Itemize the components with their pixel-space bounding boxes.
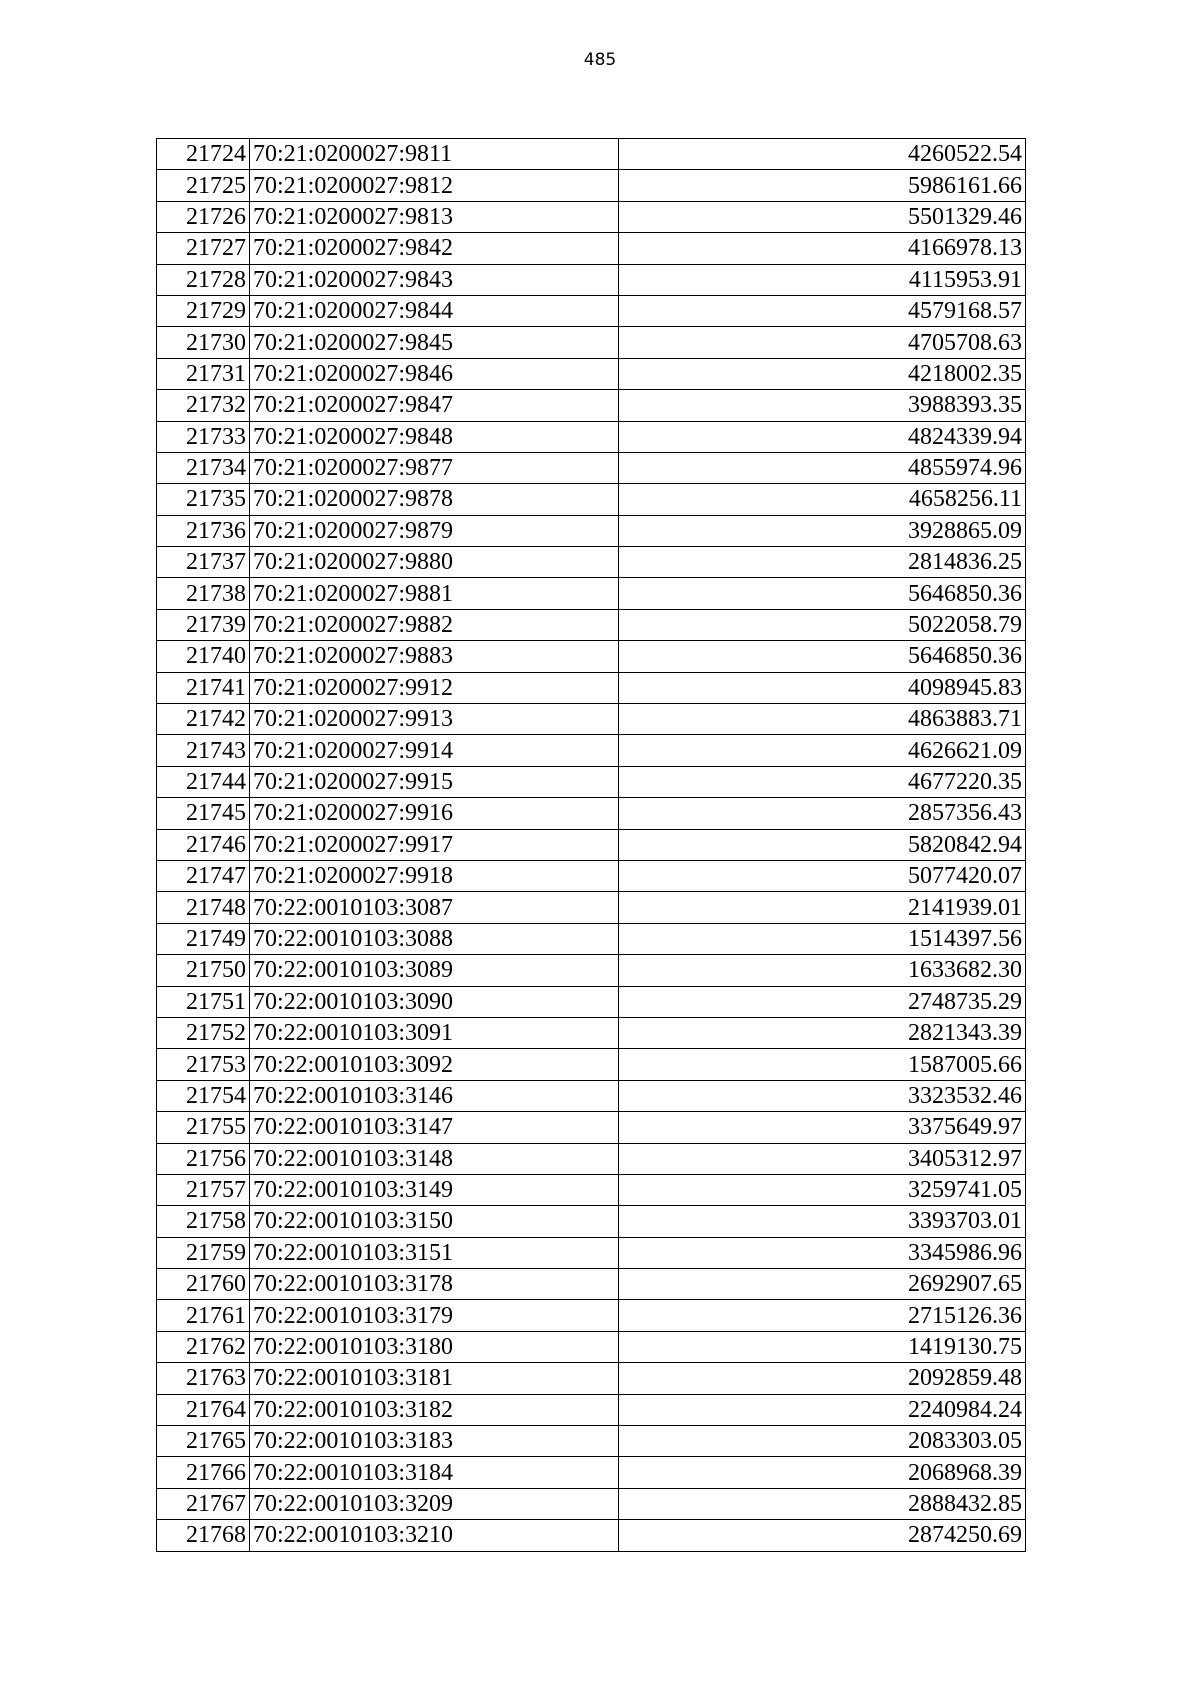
row-number-cell: 21740 bbox=[157, 641, 250, 672]
cadastral-number-cell: 70:22:0010103:3180 bbox=[250, 1331, 619, 1362]
row-number-cell: 21732 bbox=[157, 390, 250, 421]
cadastral-number-cell: 70:21:0200027:9914 bbox=[250, 735, 619, 766]
cadastral-value-cell: 5501329.46 bbox=[619, 201, 1026, 232]
cadastral-value-cell: 2068968.39 bbox=[619, 1457, 1026, 1488]
cadastral-value-cell: 3259741.05 bbox=[619, 1174, 1026, 1205]
cadastral-value-cell: 2240984.24 bbox=[619, 1394, 1026, 1425]
cadastral-number-cell: 70:22:0010103:3149 bbox=[250, 1174, 619, 1205]
cadastral-value-cell: 4626621.09 bbox=[619, 735, 1026, 766]
table-row bbox=[157, 1363, 1026, 1394]
row-number-cell: 21752 bbox=[157, 1017, 250, 1048]
cadastral-value-cell: 5646850.36 bbox=[619, 578, 1026, 609]
cadastral-value-cell: 2874250.69 bbox=[619, 1520, 1026, 1551]
row-number-cell: 21751 bbox=[157, 986, 250, 1017]
cadastral-value-cell: 1633682.30 bbox=[619, 955, 1026, 986]
row-number-cell: 21737 bbox=[157, 547, 250, 578]
cadastral-number-cell: 70:21:0200027:9811 bbox=[250, 139, 619, 170]
table-row bbox=[157, 1206, 1026, 1237]
cadastral-value-cell: 4115953.91 bbox=[619, 264, 1026, 295]
table-row bbox=[157, 1426, 1026, 1457]
row-number-cell: 21763 bbox=[157, 1363, 250, 1394]
table-row bbox=[157, 264, 1026, 295]
row-number-cell: 21755 bbox=[157, 1112, 250, 1143]
table-row bbox=[157, 1520, 1026, 1551]
cadastral-value-cell: 3345986.96 bbox=[619, 1237, 1026, 1268]
cadastral-number-cell: 70:22:0010103:3181 bbox=[250, 1363, 619, 1394]
table-row bbox=[157, 1080, 1026, 1111]
cadastral-value-cell: 4579168.57 bbox=[619, 295, 1026, 326]
table-row bbox=[157, 139, 1026, 170]
cadastral-value-cell: 5646850.36 bbox=[619, 641, 1026, 672]
row-number-cell: 21735 bbox=[157, 484, 250, 515]
cadastral-number-cell: 70:22:0010103:3087 bbox=[250, 892, 619, 923]
table-row bbox=[157, 1237, 1026, 1268]
row-number-cell: 21756 bbox=[157, 1143, 250, 1174]
table-row bbox=[157, 170, 1026, 201]
cadastral-value-cell: 4260522.54 bbox=[619, 139, 1026, 170]
cadastral-number-cell: 70:21:0200027:9842 bbox=[250, 233, 619, 264]
cadastral-value-cell: 5077420.07 bbox=[619, 860, 1026, 891]
cadastral-number-cell: 70:21:0200027:9916 bbox=[250, 798, 619, 829]
cadastral-value-cell: 4166978.13 bbox=[619, 233, 1026, 264]
row-number-cell: 21734 bbox=[157, 452, 250, 483]
cadastral-value-cell: 2888432.85 bbox=[619, 1488, 1026, 1519]
row-number-cell: 21727 bbox=[157, 233, 250, 264]
row-number-cell: 21761 bbox=[157, 1300, 250, 1331]
cadastral-value-cell: 3393703.01 bbox=[619, 1206, 1026, 1237]
cadastral-value-cell: 2821343.39 bbox=[619, 1017, 1026, 1048]
cadastral-number-cell: 70:22:0010103:3092 bbox=[250, 1049, 619, 1080]
cadastral-number-cell: 70:21:0200027:9813 bbox=[250, 201, 619, 232]
table-row bbox=[157, 515, 1026, 546]
cadastral-value-cell: 3928865.09 bbox=[619, 515, 1026, 546]
row-number-cell: 21762 bbox=[157, 1331, 250, 1362]
cadastral-number-cell: 70:21:0200027:9913 bbox=[250, 704, 619, 735]
row-number-cell: 21733 bbox=[157, 421, 250, 452]
cadastral-number-cell: 70:22:0010103:3088 bbox=[250, 923, 619, 954]
table-row bbox=[157, 1300, 1026, 1331]
row-number-cell: 21747 bbox=[157, 860, 250, 891]
row-number-cell: 21738 bbox=[157, 578, 250, 609]
cadastral-number-cell: 70:22:0010103:3178 bbox=[250, 1269, 619, 1300]
cadastral-value-cell: 4658256.11 bbox=[619, 484, 1026, 515]
cadastral-value-cell: 5986161.66 bbox=[619, 170, 1026, 201]
row-number-cell: 21768 bbox=[157, 1520, 250, 1551]
cadastral-number-cell: 70:22:0010103:3182 bbox=[250, 1394, 619, 1425]
table-row bbox=[157, 201, 1026, 232]
table-row bbox=[157, 1174, 1026, 1205]
table-row bbox=[157, 1017, 1026, 1048]
row-number-cell: 21731 bbox=[157, 358, 250, 389]
table-row bbox=[157, 484, 1026, 515]
table-row bbox=[157, 1457, 1026, 1488]
table-row bbox=[157, 641, 1026, 672]
row-number-cell: 21724 bbox=[157, 139, 250, 170]
cadastral-value-cell: 4677220.35 bbox=[619, 766, 1026, 797]
row-number-cell: 21741 bbox=[157, 672, 250, 703]
cadastral-number-cell: 70:22:0010103:3209 bbox=[250, 1488, 619, 1519]
table-row bbox=[157, 233, 1026, 264]
cadastral-number-cell: 70:21:0200027:9844 bbox=[250, 295, 619, 326]
cadastral-value-cell: 4824339.94 bbox=[619, 421, 1026, 452]
row-number-cell: 21765 bbox=[157, 1426, 250, 1457]
cadastral-value-cell: 1514397.56 bbox=[619, 923, 1026, 954]
table-row bbox=[157, 609, 1026, 640]
cadastral-value-cell: 2814836.25 bbox=[619, 547, 1026, 578]
cadastral-value-cell: 4705708.63 bbox=[619, 327, 1026, 358]
table-row bbox=[157, 1269, 1026, 1300]
cadastral-value-cell: 2141939.01 bbox=[619, 892, 1026, 923]
cadastral-number-cell: 70:21:0200027:9881 bbox=[250, 578, 619, 609]
row-number-cell: 21748 bbox=[157, 892, 250, 923]
cadastral-value-cell: 2083303.05 bbox=[619, 1426, 1026, 1457]
row-number-cell: 21742 bbox=[157, 704, 250, 735]
cadastral-number-cell: 70:21:0200027:9843 bbox=[250, 264, 619, 295]
table-row bbox=[157, 1049, 1026, 1080]
cadastral-number-cell: 70:22:0010103:3091 bbox=[250, 1017, 619, 1048]
table-row bbox=[157, 955, 1026, 986]
table-row bbox=[157, 986, 1026, 1017]
cadastral-value-cell: 2092859.48 bbox=[619, 1363, 1026, 1394]
table-row bbox=[157, 390, 1026, 421]
table-row bbox=[157, 327, 1026, 358]
page-number: 485 bbox=[583, 50, 617, 70]
cadastral-value-cell: 4098945.83 bbox=[619, 672, 1026, 703]
cadastral-number-cell: 70:21:0200027:9912 bbox=[250, 672, 619, 703]
table-row bbox=[157, 672, 1026, 703]
row-number-cell: 21760 bbox=[157, 1269, 250, 1300]
cadastral-value-cell: 5820842.94 bbox=[619, 829, 1026, 860]
cadastral-value-cell: 1419130.75 bbox=[619, 1331, 1026, 1362]
cadastral-number-cell: 70:21:0200027:9878 bbox=[250, 484, 619, 515]
cadastral-number-cell: 70:21:0200027:9879 bbox=[250, 515, 619, 546]
row-number-cell: 21736 bbox=[157, 515, 250, 546]
table-row bbox=[157, 452, 1026, 483]
row-number-cell: 21759 bbox=[157, 1237, 250, 1268]
table-row bbox=[157, 578, 1026, 609]
row-number-cell: 21750 bbox=[157, 955, 250, 986]
table-row bbox=[157, 1112, 1026, 1143]
cadastral-number-cell: 70:22:0010103:3089 bbox=[250, 955, 619, 986]
cadastral-number-cell: 70:22:0010103:3146 bbox=[250, 1080, 619, 1111]
row-number-cell: 21749 bbox=[157, 923, 250, 954]
cadastral-number-cell: 70:21:0200027:9883 bbox=[250, 641, 619, 672]
table-row bbox=[157, 1394, 1026, 1425]
cadastral-number-cell: 70:21:0200027:9846 bbox=[250, 358, 619, 389]
cadastral-number-cell: 70:21:0200027:9848 bbox=[250, 421, 619, 452]
row-number-cell: 21730 bbox=[157, 327, 250, 358]
table-row bbox=[157, 923, 1026, 954]
cadastral-number-cell: 70:21:0200027:9847 bbox=[250, 390, 619, 421]
row-number-cell: 21758 bbox=[157, 1206, 250, 1237]
row-number-cell: 21767 bbox=[157, 1488, 250, 1519]
cadastral-number-cell: 70:21:0200027:9917 bbox=[250, 829, 619, 860]
cadastral-number-cell: 70:22:0010103:3151 bbox=[250, 1237, 619, 1268]
cadastral-value-cell: 5022058.79 bbox=[619, 609, 1026, 640]
cadastral-number-cell: 70:22:0010103:3147 bbox=[250, 1112, 619, 1143]
cadastral-number-cell: 70:21:0200027:9812 bbox=[250, 170, 619, 201]
cadastral-value-cell: 3323532.46 bbox=[619, 1080, 1026, 1111]
table-row bbox=[157, 295, 1026, 326]
row-number-cell: 21744 bbox=[157, 766, 250, 797]
row-number-cell: 21746 bbox=[157, 829, 250, 860]
cadastral-value-cell: 4863883.71 bbox=[619, 704, 1026, 735]
cadastral-number-cell: 70:22:0010103:3148 bbox=[250, 1143, 619, 1174]
table-row bbox=[157, 798, 1026, 829]
row-number-cell: 21766 bbox=[157, 1457, 250, 1488]
row-number-cell: 21754 bbox=[157, 1080, 250, 1111]
cadastral-value-cell: 2857356.43 bbox=[619, 798, 1026, 829]
cadastral-number-cell: 70:21:0200027:9915 bbox=[250, 766, 619, 797]
table-row bbox=[157, 704, 1026, 735]
cadastral-value-cell: 4218002.35 bbox=[619, 358, 1026, 389]
row-number-cell: 21729 bbox=[157, 295, 250, 326]
cadastral-value-cell: 4855974.96 bbox=[619, 452, 1026, 483]
cadastral-number-cell: 70:21:0200027:9877 bbox=[250, 452, 619, 483]
row-number-cell: 21726 bbox=[157, 201, 250, 232]
table-row bbox=[157, 735, 1026, 766]
cadastral-value-cell: 3375649.97 bbox=[619, 1112, 1026, 1143]
cadastral-number-cell: 70:22:0010103:3179 bbox=[250, 1300, 619, 1331]
row-number-cell: 21764 bbox=[157, 1394, 250, 1425]
table-row bbox=[157, 860, 1026, 891]
cadastral-number-cell: 70:22:0010103:3210 bbox=[250, 1520, 619, 1551]
row-number-cell: 21757 bbox=[157, 1174, 250, 1205]
row-number-cell: 21745 bbox=[157, 798, 250, 829]
cadastral-number-cell: 70:21:0200027:9880 bbox=[250, 547, 619, 578]
cadastral-number-cell: 70:22:0010103:3183 bbox=[250, 1426, 619, 1457]
table-row bbox=[157, 1331, 1026, 1362]
table-row bbox=[157, 421, 1026, 452]
cadastral-value-cell: 3988393.35 bbox=[619, 390, 1026, 421]
cadastral-value-cell: 1587005.66 bbox=[619, 1049, 1026, 1080]
cadastral-number-cell: 70:22:0010103:3090 bbox=[250, 986, 619, 1017]
row-number-cell: 21743 bbox=[157, 735, 250, 766]
row-number-cell: 21739 bbox=[157, 609, 250, 640]
cadastral-value-cell: 2715126.36 bbox=[619, 1300, 1026, 1331]
table-row bbox=[157, 1488, 1026, 1519]
cadastral-value-cell: 2748735.29 bbox=[619, 986, 1026, 1017]
row-number-cell: 21753 bbox=[157, 1049, 250, 1080]
table-row bbox=[157, 547, 1026, 578]
cadastral-number-cell: 70:21:0200027:9918 bbox=[250, 860, 619, 891]
row-number-cell: 21728 bbox=[157, 264, 250, 295]
table-row bbox=[157, 829, 1026, 860]
cadastral-number-cell: 70:22:0010103:3184 bbox=[250, 1457, 619, 1488]
cadastral-value-cell: 2692907.65 bbox=[619, 1269, 1026, 1300]
row-number-cell: 21725 bbox=[157, 170, 250, 201]
cadastral-number-cell: 70:22:0010103:3150 bbox=[250, 1206, 619, 1237]
table-body bbox=[157, 139, 1026, 1552]
cadastral-number-cell: 70:21:0200027:9882 bbox=[250, 609, 619, 640]
cadastral-value-table bbox=[156, 138, 1026, 1552]
cadastral-number-cell: 70:21:0200027:9845 bbox=[250, 327, 619, 358]
table-row bbox=[157, 892, 1026, 923]
table-row bbox=[157, 358, 1026, 389]
table-row bbox=[157, 766, 1026, 797]
cadastral-value-cell: 3405312.97 bbox=[619, 1143, 1026, 1174]
table-row bbox=[157, 1143, 1026, 1174]
